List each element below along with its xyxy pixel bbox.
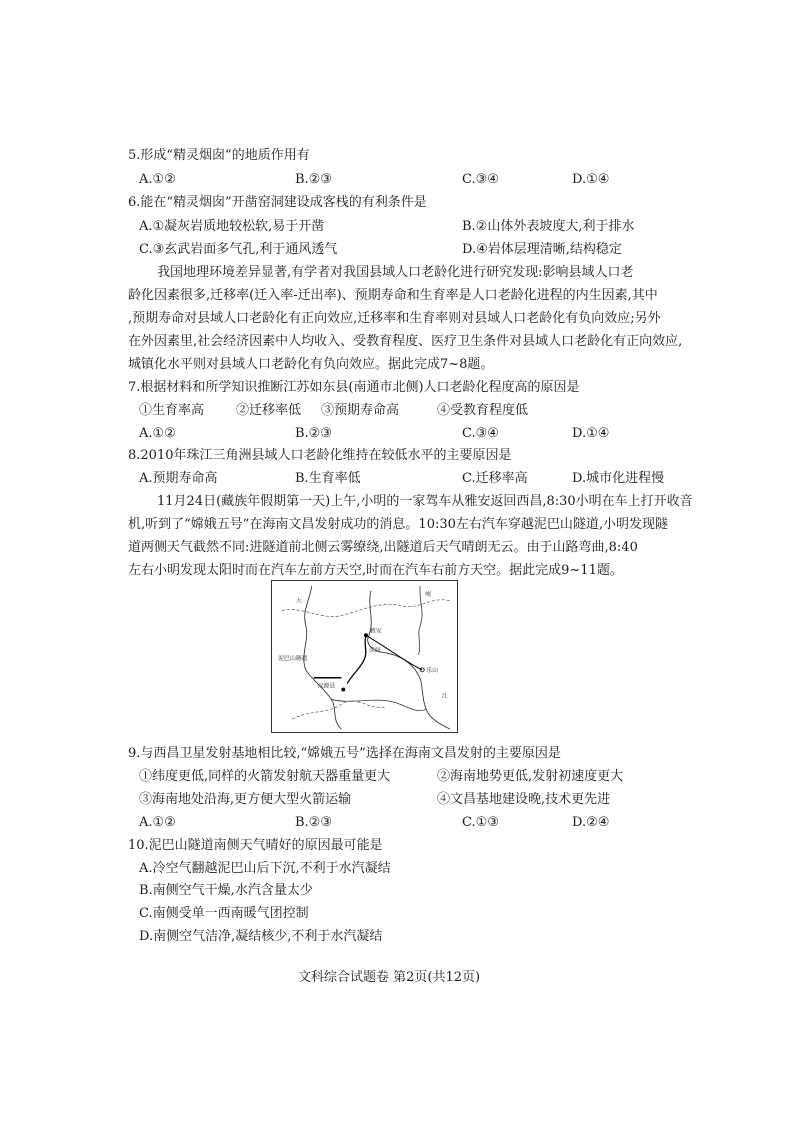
q9-option-a: A.①② bbox=[139, 815, 176, 830]
q7-choice-3: ③预期寿命高 bbox=[321, 403, 400, 418]
q6-option-c: C.③玄武岩面多气孔,利于通风透气 bbox=[139, 242, 338, 257]
label-dadu: 大 bbox=[295, 598, 302, 605]
q9-option-c: C.①③ bbox=[462, 815, 499, 830]
river-min bbox=[418, 586, 422, 655]
q7-choice-4: ④受教育程度低 bbox=[437, 403, 529, 418]
q8-option-d: D.城市化进程慢 bbox=[572, 471, 665, 486]
label-yingjing: 荥经 bbox=[368, 648, 381, 655]
route-map bbox=[271, 580, 458, 733]
q7-option-c: C.③④ bbox=[462, 426, 499, 441]
label-nibashan: 泥巴山隧道 bbox=[278, 655, 308, 662]
q9-option-d: D.②④ bbox=[572, 815, 610, 830]
q6-option-a: A.①凝灰岩质地较松软,易于开凿 bbox=[139, 219, 325, 234]
river-qingyi bbox=[368, 591, 450, 729]
q6-option-d: D.④岩体层理清晰,结构稳定 bbox=[462, 242, 622, 257]
q9-choice-1: ①纬度更低,同样的火箭发射航天器重量更大 bbox=[139, 769, 391, 784]
q7-stem: 7.根据材料和所学知识推断江苏如东县(南通市北侧)人口老龄化程度高的原因是 bbox=[128, 380, 580, 395]
passage2-line: 机,听到了“嫦娥五号”在海南文昌发射成功的消息。10:30左右汽车穿越泥巴山隧道,小明发现隧 bbox=[128, 517, 669, 532]
q7-option-b: B.②③ bbox=[295, 426, 332, 441]
passage1-line: 我国地理环境差异显著,有学者对我国县域人口老龄化进行研究发现:影响县域人口老 bbox=[157, 265, 634, 280]
q9-stem: 9.与西昌卫星发射基地相比较,“嫦娥五号”选择在海南文昌发射的主要原因是 bbox=[128, 746, 561, 761]
q5-option-d: D.①④ bbox=[572, 172, 610, 187]
label-yaan: 雅安 bbox=[369, 628, 382, 635]
label-hanyuan: 汉源县 bbox=[317, 683, 336, 690]
passage2-line: 11月24日(藏族年假期第一天)上午,小明的一家驾车从雅安返回西昌,8:30小明在车上打开收音 bbox=[157, 494, 693, 509]
q5-option-a: A.①② bbox=[139, 172, 176, 187]
q5-option-c: C.③④ bbox=[462, 172, 499, 187]
q7-choice-2: ②迁移率低 bbox=[236, 403, 302, 418]
passage1-line: 龄化因素很多,迁移率(迁入率-迁出率)、预期寿命和生育率是人口老龄化进程的内生因素,其中 bbox=[128, 288, 658, 303]
q7-choice-1: ①生育率高 bbox=[139, 403, 205, 418]
q9-choice-2: ②海南地势更低,发射初速度更大 bbox=[437, 769, 624, 784]
river-branch bbox=[331, 699, 426, 710]
q8-option-b: B.生育率低 bbox=[295, 471, 361, 486]
highway-line bbox=[347, 635, 366, 683]
passage1-line: ,预期寿命对县域人口老龄化有正向效应,迁移率和生育率则对县域人口老龄化有负向效应;另外 bbox=[128, 311, 661, 326]
q6-stem: 6.能在“精灵烟囱”开凿窑洞建设成客栈的有利条件是 bbox=[128, 195, 427, 210]
q9-choice-4: ④文昌基地建设晚,技术更先进 bbox=[437, 792, 611, 807]
town-yaan bbox=[364, 633, 368, 637]
label-leshan: 乐山 bbox=[426, 667, 439, 674]
q5-stem: 5.形成“精灵烟囱”的地质作用有 bbox=[128, 148, 310, 163]
q10-option-d: D.南侧空气洁净,凝结核少,不利于水汽凝结 bbox=[139, 929, 383, 944]
town-hanyuan bbox=[341, 688, 345, 692]
q8-option-c: C.迁移率高 bbox=[462, 471, 528, 486]
q10-option-c: C.南侧受单一西南暖气团控制 bbox=[139, 906, 309, 921]
q9-option-b: B.②③ bbox=[295, 815, 332, 830]
label-river: 江 bbox=[441, 693, 448, 700]
q6-option-b: B.②山体外表坡度大,利于排水 bbox=[462, 219, 635, 234]
q9-choice-3: ③海南地处沿海,更方便大型火箭运输 bbox=[139, 792, 352, 807]
q8-stem: 8.2010年珠江三角洲县域人口老龄化维持在较低水平的主要原因是 bbox=[128, 448, 512, 463]
passage1-line: 在外因素里,社会经济因素中人均收入、受教育程度、医疗卫生条件对县域人口老龄化有正向效应, bbox=[128, 334, 683, 349]
passage1-line: 城镇化水平则对县域人口老龄化有负向效应。据此完成7~8题。 bbox=[128, 357, 494, 372]
q7-option-a: A.①② bbox=[139, 426, 176, 441]
passage2-line: 道两侧天气截然不同:进隧道前北侧云雾缭绕,出隧道后天气晴朗无云。由于山路弯曲,8:40 bbox=[128, 540, 638, 555]
boundary-line bbox=[292, 701, 386, 719]
route-map-drawing bbox=[272, 581, 457, 732]
q10-option-b: B.南侧空气干燥,水汽含量太少 bbox=[139, 883, 313, 898]
page-footer: 文科综合试题卷 第2页(共12页) bbox=[298, 970, 481, 985]
q10-stem: 10.泥巴山隧道南侧天气晴好的原因最可能是 bbox=[128, 838, 383, 853]
q7-option-d: D.①④ bbox=[572, 426, 610, 441]
q10-option-a: A.冷空气翻越泥巴山后下沉,不利于水汽凝结 bbox=[139, 861, 391, 876]
q8-option-a: A.预期寿命高 bbox=[139, 471, 218, 486]
q5-option-b: B.②③ bbox=[295, 172, 332, 187]
passage2-line: 左右小明发现太阳时而在汽车左前方天空,时而在汽车右前方天空。据此完成9~11题。 bbox=[128, 563, 623, 578]
label-min: 岷 bbox=[425, 591, 432, 598]
